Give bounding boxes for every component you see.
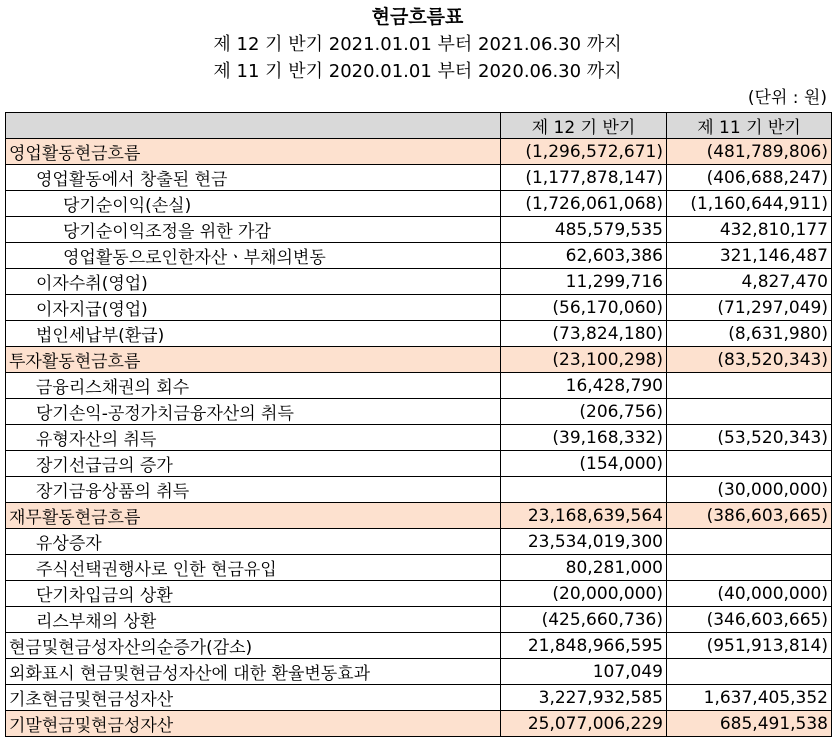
value-prior: 432,810,177 [667,217,832,243]
value-prior: (53,520,343) [667,425,832,451]
value-current: 80,281,000 [501,555,667,581]
value-prior: 1,637,405,352 [667,685,832,711]
table-row [6,503,832,529]
row-label: 당기손익-공정가치금융자산의 취득 [6,399,501,425]
row-label: 영업활동현금흐름 [6,139,501,165]
value-prior: (40,000,000) [667,581,832,607]
value-prior: 4,827,470 [667,269,832,295]
table-row [6,685,832,711]
row-label: 영업활동으로인한자산ㆍ부채의변동 [6,243,501,269]
value-current: (206,756) [501,399,667,425]
row-label: 기말현금및현금성자산 [6,711,501,737]
value-current: 23,168,639,564 [501,503,667,529]
value-current: 62,603,386 [501,243,667,269]
value-prior [667,451,832,477]
value-current: (154,000) [501,451,667,477]
table-body [6,139,832,737]
value-prior: (1,160,644,911) [667,191,832,217]
row-label: 이자수취(영업) [6,269,501,295]
value-prior: (83,520,343) [667,347,832,373]
row-label: 영업활동에서 창출된 현금 [6,165,501,191]
report-header [0,3,835,85]
value-prior: 685,491,538 [667,711,832,737]
value-prior: (386,603,665) [667,503,832,529]
value-current: 16,428,790 [501,373,667,399]
table-row [6,191,832,217]
table-row [6,269,832,295]
table-row [6,243,832,269]
column-header-item [6,113,501,139]
value-current: (1,296,572,671) [501,139,667,165]
value-current: (425,660,736) [501,607,667,633]
value-current: (56,170,060) [501,295,667,321]
cash-flow-table [5,112,832,737]
row-label: 당기순이익조정을 위한 가감 [6,217,501,243]
table-row [6,581,832,607]
table-row [6,165,832,191]
row-label: 장기금융상품의 취득 [6,477,501,503]
value-current: 23,534,019,300 [501,529,667,555]
row-label: 유형자산의 취득 [6,425,501,451]
row-label: 단기차입금의 상환 [6,581,501,607]
value-prior [667,399,832,425]
table-row [6,295,832,321]
value-current: (73,824,180) [501,321,667,347]
table-row [6,451,832,477]
table-row [6,607,832,633]
table-row [6,399,832,425]
table-row [6,659,832,685]
report-title: 현금흐름표 [371,6,464,28]
value-prior [667,555,832,581]
value-prior: (346,603,665) [667,607,832,633]
row-label: 금융리스채권의 회수 [6,373,501,399]
row-label: 당기순이익(손실) [6,191,501,217]
row-label: 유상증자 [6,529,501,555]
value-prior: (481,789,806) [667,139,832,165]
row-label: 현금및현금성자산의순증가(감소) [6,633,501,659]
table-row [6,373,832,399]
table-row [6,139,832,165]
value-prior: (71,297,049) [667,295,832,321]
value-prior: (8,631,980) [667,321,832,347]
value-prior [667,373,832,399]
value-current: (39,168,332) [501,425,667,451]
value-current: 11,299,716 [501,269,667,295]
value-current: (1,726,061,068) [501,191,667,217]
row-label: 이자지급(영업) [6,295,501,321]
column-header-prior: 제 11 기 반기 [667,113,832,139]
table-header-row [6,113,832,139]
row-label: 리스부채의 상환 [6,607,501,633]
table-row [6,425,832,451]
value-current [501,477,667,503]
table-row [6,529,832,555]
value-current: 25,077,006,229 [501,711,667,737]
value-current: (23,100,298) [501,347,667,373]
row-label: 외화표시 현금및현금성자산에 대한 환율변동효과 [6,659,501,685]
column-header-current: 제 12 기 반기 [501,113,667,139]
value-current: (20,000,000) [501,581,667,607]
value-prior: (30,000,000) [667,477,832,503]
table-row [6,477,832,503]
value-current: 3,227,932,585 [501,685,667,711]
row-label: 주식선택권행사로 인한 현금유입 [6,555,501,581]
unit-label: (단위 : 원) [747,88,827,108]
table-row [6,347,832,373]
value-current: (1,177,878,147) [501,165,667,191]
period-prior: 제 11 기 반기 2020.01.01 부터 2020.06.30 까지 [213,61,622,82]
row-label: 장기선급금의 증가 [6,451,501,477]
period-current: 제 12 기 반기 2021.01.01 부터 2021.06.30 까지 [213,34,622,55]
table-row [6,633,832,659]
table-row [6,217,832,243]
value-prior: 321,146,487 [667,243,832,269]
value-current: 107,049 [501,659,667,685]
table-row [6,321,832,347]
value-prior [667,659,832,685]
row-label: 법인세납부(환급) [6,321,501,347]
row-label: 투자활동현금흐름 [6,347,501,373]
value-prior: (951,913,814) [667,633,832,659]
value-current: 485,579,535 [501,217,667,243]
table-row [6,555,832,581]
value-prior [667,529,832,555]
value-prior: (406,688,247) [667,165,832,191]
row-label: 기초현금및현금성자산 [6,685,501,711]
row-label: 재무활동현금흐름 [6,503,501,529]
table-row [6,711,832,737]
value-current: 21,848,966,595 [501,633,667,659]
